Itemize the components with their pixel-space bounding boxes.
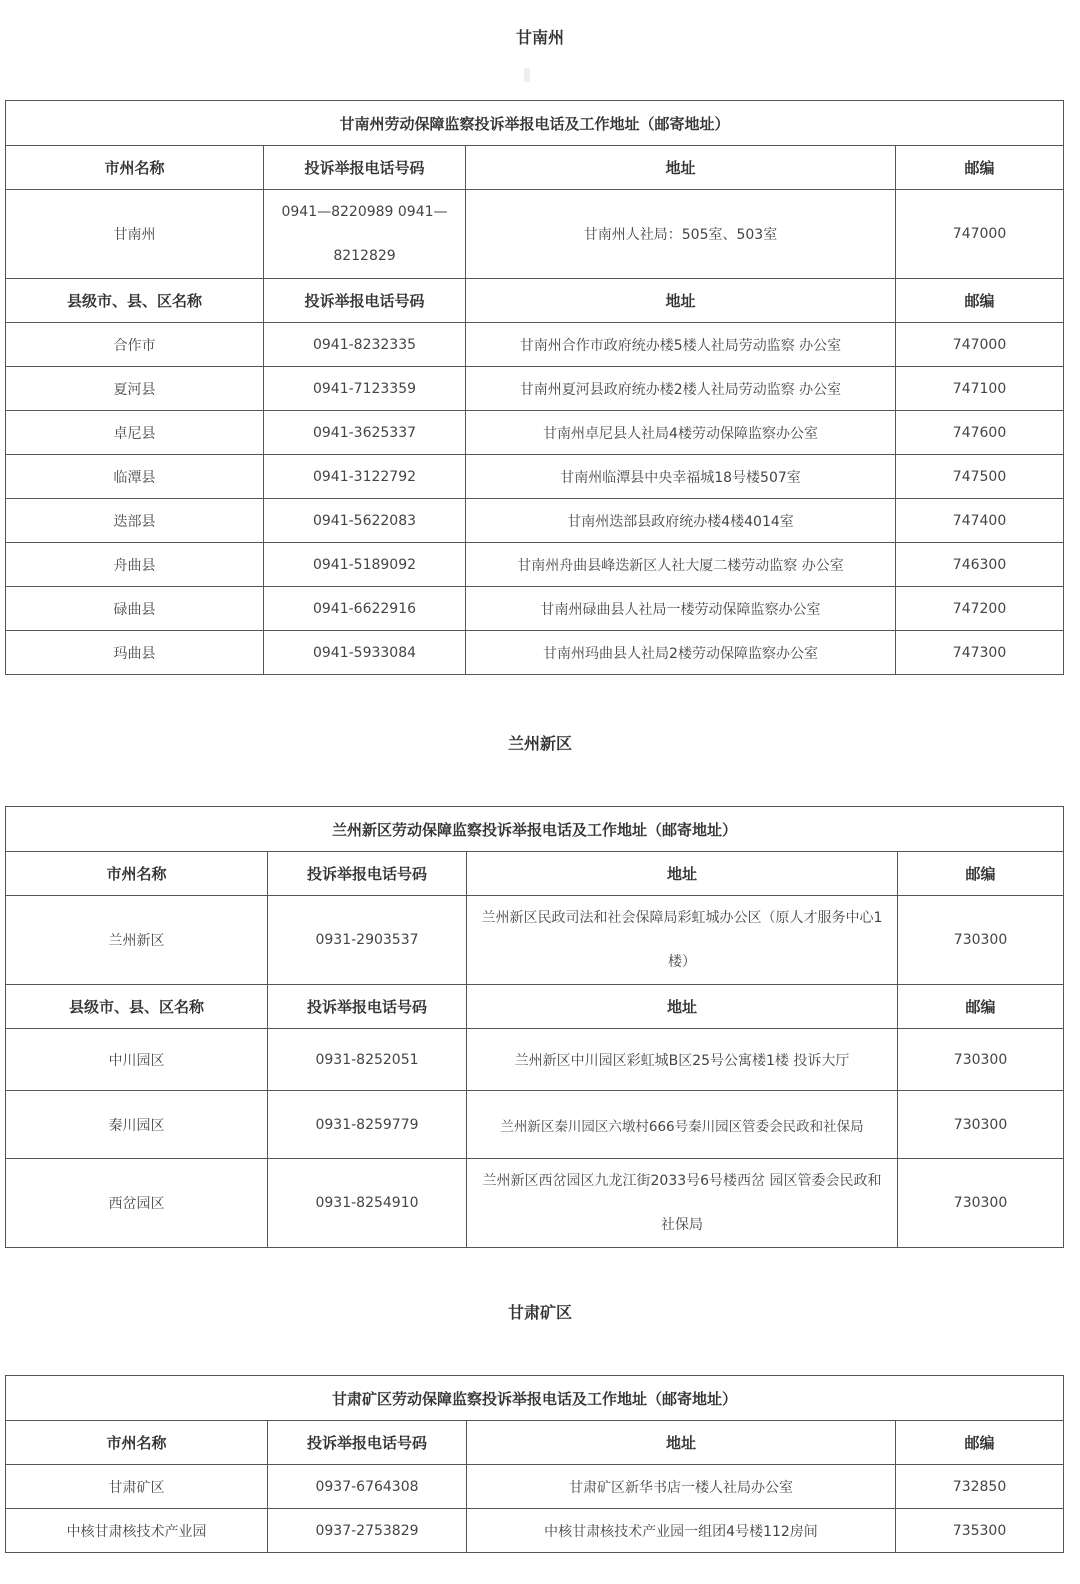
table-row xyxy=(6,587,1064,631)
cell-phone: 0931-2903537 xyxy=(268,896,467,985)
cell-address: 甘南州人社局：505室、503室 xyxy=(466,190,896,279)
cell-county: 碌曲县 xyxy=(6,587,264,631)
cell-address: 甘南州夏河县政府统办楼2楼人社局劳动监察 办公室 xyxy=(466,367,896,411)
cell-phone: 0941-8232335 xyxy=(264,323,466,367)
lanzhou-new-area-table xyxy=(5,806,1064,1248)
table-header-row xyxy=(6,1421,1064,1465)
header-phone: 投诉举报电话号码 xyxy=(268,852,467,896)
table-caption-row xyxy=(6,807,1064,852)
cell-address: 中核甘肃核技术产业园一组团4号楼112房间 xyxy=(467,1509,896,1553)
cell-phone: 0941-3625337 xyxy=(264,411,466,455)
table-row xyxy=(6,1509,1064,1553)
cell-address: 甘南州临潭县中央幸福城18号楼507室 xyxy=(466,455,896,499)
cell-address: 甘南州玛曲县人社局2楼劳动保障监察办公室 xyxy=(466,631,896,675)
cell-postcode: 747300 xyxy=(896,631,1064,675)
table-row xyxy=(6,455,1064,499)
cell-county: 合作市 xyxy=(6,323,264,367)
subheader-county: 县级市、县、区名称 xyxy=(6,985,268,1029)
table-caption: 甘肃矿区劳动保障监察投诉举报电话及工作地址（邮寄地址） xyxy=(6,1376,1064,1421)
cell-phone: 0941-5189092 xyxy=(264,543,466,587)
table-row xyxy=(6,1465,1064,1509)
cell-address: 兰州新区民政司法和社会保障局彩虹城办公区（原人才服务中心1楼） xyxy=(467,896,898,985)
header-postcode: 邮编 xyxy=(896,1421,1064,1465)
header-address: 地址 xyxy=(467,852,898,896)
header-address: 地址 xyxy=(466,146,896,190)
table-header-row xyxy=(6,146,1064,190)
header-postcode: 邮编 xyxy=(898,852,1064,896)
table-row xyxy=(6,499,1064,543)
cell-address: 甘南州卓尼县人社局4楼劳动保障监察办公室 xyxy=(466,411,896,455)
cell-county: 秦川园区 xyxy=(6,1091,268,1159)
table-subheader-row xyxy=(6,985,1064,1029)
cell-phone: 0941-5622083 xyxy=(264,499,466,543)
table-row xyxy=(6,1159,1064,1248)
cell-county: 临潭县 xyxy=(6,455,264,499)
cell-address: 甘南州迭部县政府统办楼4楼4014室 xyxy=(466,499,896,543)
table-row xyxy=(6,190,1064,279)
cell-postcode: 746300 xyxy=(896,543,1064,587)
cell-city: 中核甘肃核技术产业园 xyxy=(6,1509,268,1553)
gansu-mining-area-table xyxy=(5,1375,1064,1553)
cell-postcode: 730300 xyxy=(898,1029,1064,1091)
subheader-phone: 投诉举报电话号码 xyxy=(264,279,466,323)
table-header-row xyxy=(6,852,1064,896)
section-title-lanzhou-new-area: 兰州新区 xyxy=(507,734,572,753)
cell-city: 兰州新区 xyxy=(6,896,268,985)
table-caption: 兰州新区劳动保障监察投诉举报电话及工作地址（邮寄地址） xyxy=(6,807,1064,852)
table-row xyxy=(6,1091,1064,1159)
cell-postcode: 747200 xyxy=(896,587,1064,631)
subheader-address: 地址 xyxy=(466,279,896,323)
cell-county: 玛曲县 xyxy=(6,631,264,675)
cell-phone: 0931-8254910 xyxy=(268,1159,467,1248)
cell-county: 夏河县 xyxy=(6,367,264,411)
cell-phone: 0931-8252051 xyxy=(268,1029,467,1091)
table-row xyxy=(6,367,1064,411)
header-phone: 投诉举报电话号码 xyxy=(268,1421,467,1465)
cell-postcode: 747400 xyxy=(896,499,1064,543)
header-city: 市州名称 xyxy=(6,146,264,190)
table-caption-row xyxy=(6,101,1064,146)
table-row xyxy=(6,896,1064,985)
header-city: 市州名称 xyxy=(6,852,268,896)
cell-phone: 0937-2753829 xyxy=(268,1509,467,1553)
cell-address: 兰州新区中川园区彩虹城B区25号公寓楼1楼 投诉大厅 xyxy=(467,1029,898,1091)
section-title-gannan: 甘南州 xyxy=(515,28,564,47)
cell-phone: 0941-7123359 xyxy=(264,367,466,411)
cell-phone: 0931-8259779 xyxy=(268,1091,467,1159)
cell-postcode: 747000 xyxy=(896,323,1064,367)
cell-address: 兰州新区秦川园区六墩村666号秦川园区管委会民政和社保局 xyxy=(467,1091,898,1159)
table-row xyxy=(6,323,1064,367)
section-title-gansu-mining-area: 甘肃矿区 xyxy=(507,1303,572,1322)
cell-phone: 0941-5933084 xyxy=(264,631,466,675)
cell-phone: 0941-6622916 xyxy=(264,587,466,631)
table-subheader-row xyxy=(6,279,1064,323)
table-row xyxy=(6,543,1064,587)
cell-postcode: 747100 xyxy=(896,367,1064,411)
cell-county: 卓尼县 xyxy=(6,411,264,455)
cell-county: 舟曲县 xyxy=(6,543,264,587)
cell-postcode: 730300 xyxy=(898,896,1064,985)
gannan-table xyxy=(5,100,1064,675)
table-caption-row xyxy=(6,1376,1064,1421)
cell-address: 甘南州舟曲县峰迭新区人社大厦二楼劳动监察 办公室 xyxy=(466,543,896,587)
subheader-phone: 投诉举报电话号码 xyxy=(268,985,467,1029)
cell-phone: 0941—8220989 0941—8212829 xyxy=(264,190,466,279)
table-row xyxy=(6,411,1064,455)
cell-city: 甘南州 xyxy=(6,190,264,279)
cell-city: 甘肃矿区 xyxy=(6,1465,268,1509)
header-phone: 投诉举报电话号码 xyxy=(264,146,466,190)
cell-postcode: 735300 xyxy=(896,1509,1064,1553)
cell-postcode: 747000 xyxy=(896,190,1064,279)
cell-county: 西岔园区 xyxy=(6,1159,268,1248)
cell-address: 兰州新区西岔园区九龙江街2033号6号楼西岔 园区管委会民政和社保局 xyxy=(467,1159,898,1248)
subheader-postcode: 邮编 xyxy=(898,985,1064,1029)
table-caption: 甘南州劳动保障监察投诉举报电话及工作地址（邮寄地址） xyxy=(6,101,1064,146)
cell-phone: 0937-6764308 xyxy=(268,1465,467,1509)
subheader-postcode: 邮编 xyxy=(896,279,1064,323)
cell-postcode: 747500 xyxy=(896,455,1064,499)
cell-phone: 0941-3122792 xyxy=(264,455,466,499)
cell-address: 甘南州合作市政府统办楼5楼人社局劳动监察 办公室 xyxy=(466,323,896,367)
cell-postcode: 732850 xyxy=(896,1465,1064,1509)
header-city: 市州名称 xyxy=(6,1421,268,1465)
table-row xyxy=(6,631,1064,675)
header-postcode: 邮编 xyxy=(896,146,1064,190)
cell-address: 甘南州碌曲县人社局一楼劳动保障监察办公室 xyxy=(466,587,896,631)
cell-address: 甘肃矿区新华书店一楼人社局办公室 xyxy=(467,1465,896,1509)
cell-postcode: 730300 xyxy=(898,1091,1064,1159)
subheader-county: 县级市、县、区名称 xyxy=(6,279,264,323)
cell-county: 迭部县 xyxy=(6,499,264,543)
cell-county: 中川园区 xyxy=(6,1029,268,1091)
table-row xyxy=(6,1029,1064,1091)
subheader-address: 地址 xyxy=(467,985,898,1029)
divider-mark xyxy=(524,68,530,82)
header-address: 地址 xyxy=(467,1421,896,1465)
cell-postcode: 730300 xyxy=(898,1159,1064,1248)
cell-postcode: 747600 xyxy=(896,411,1064,455)
